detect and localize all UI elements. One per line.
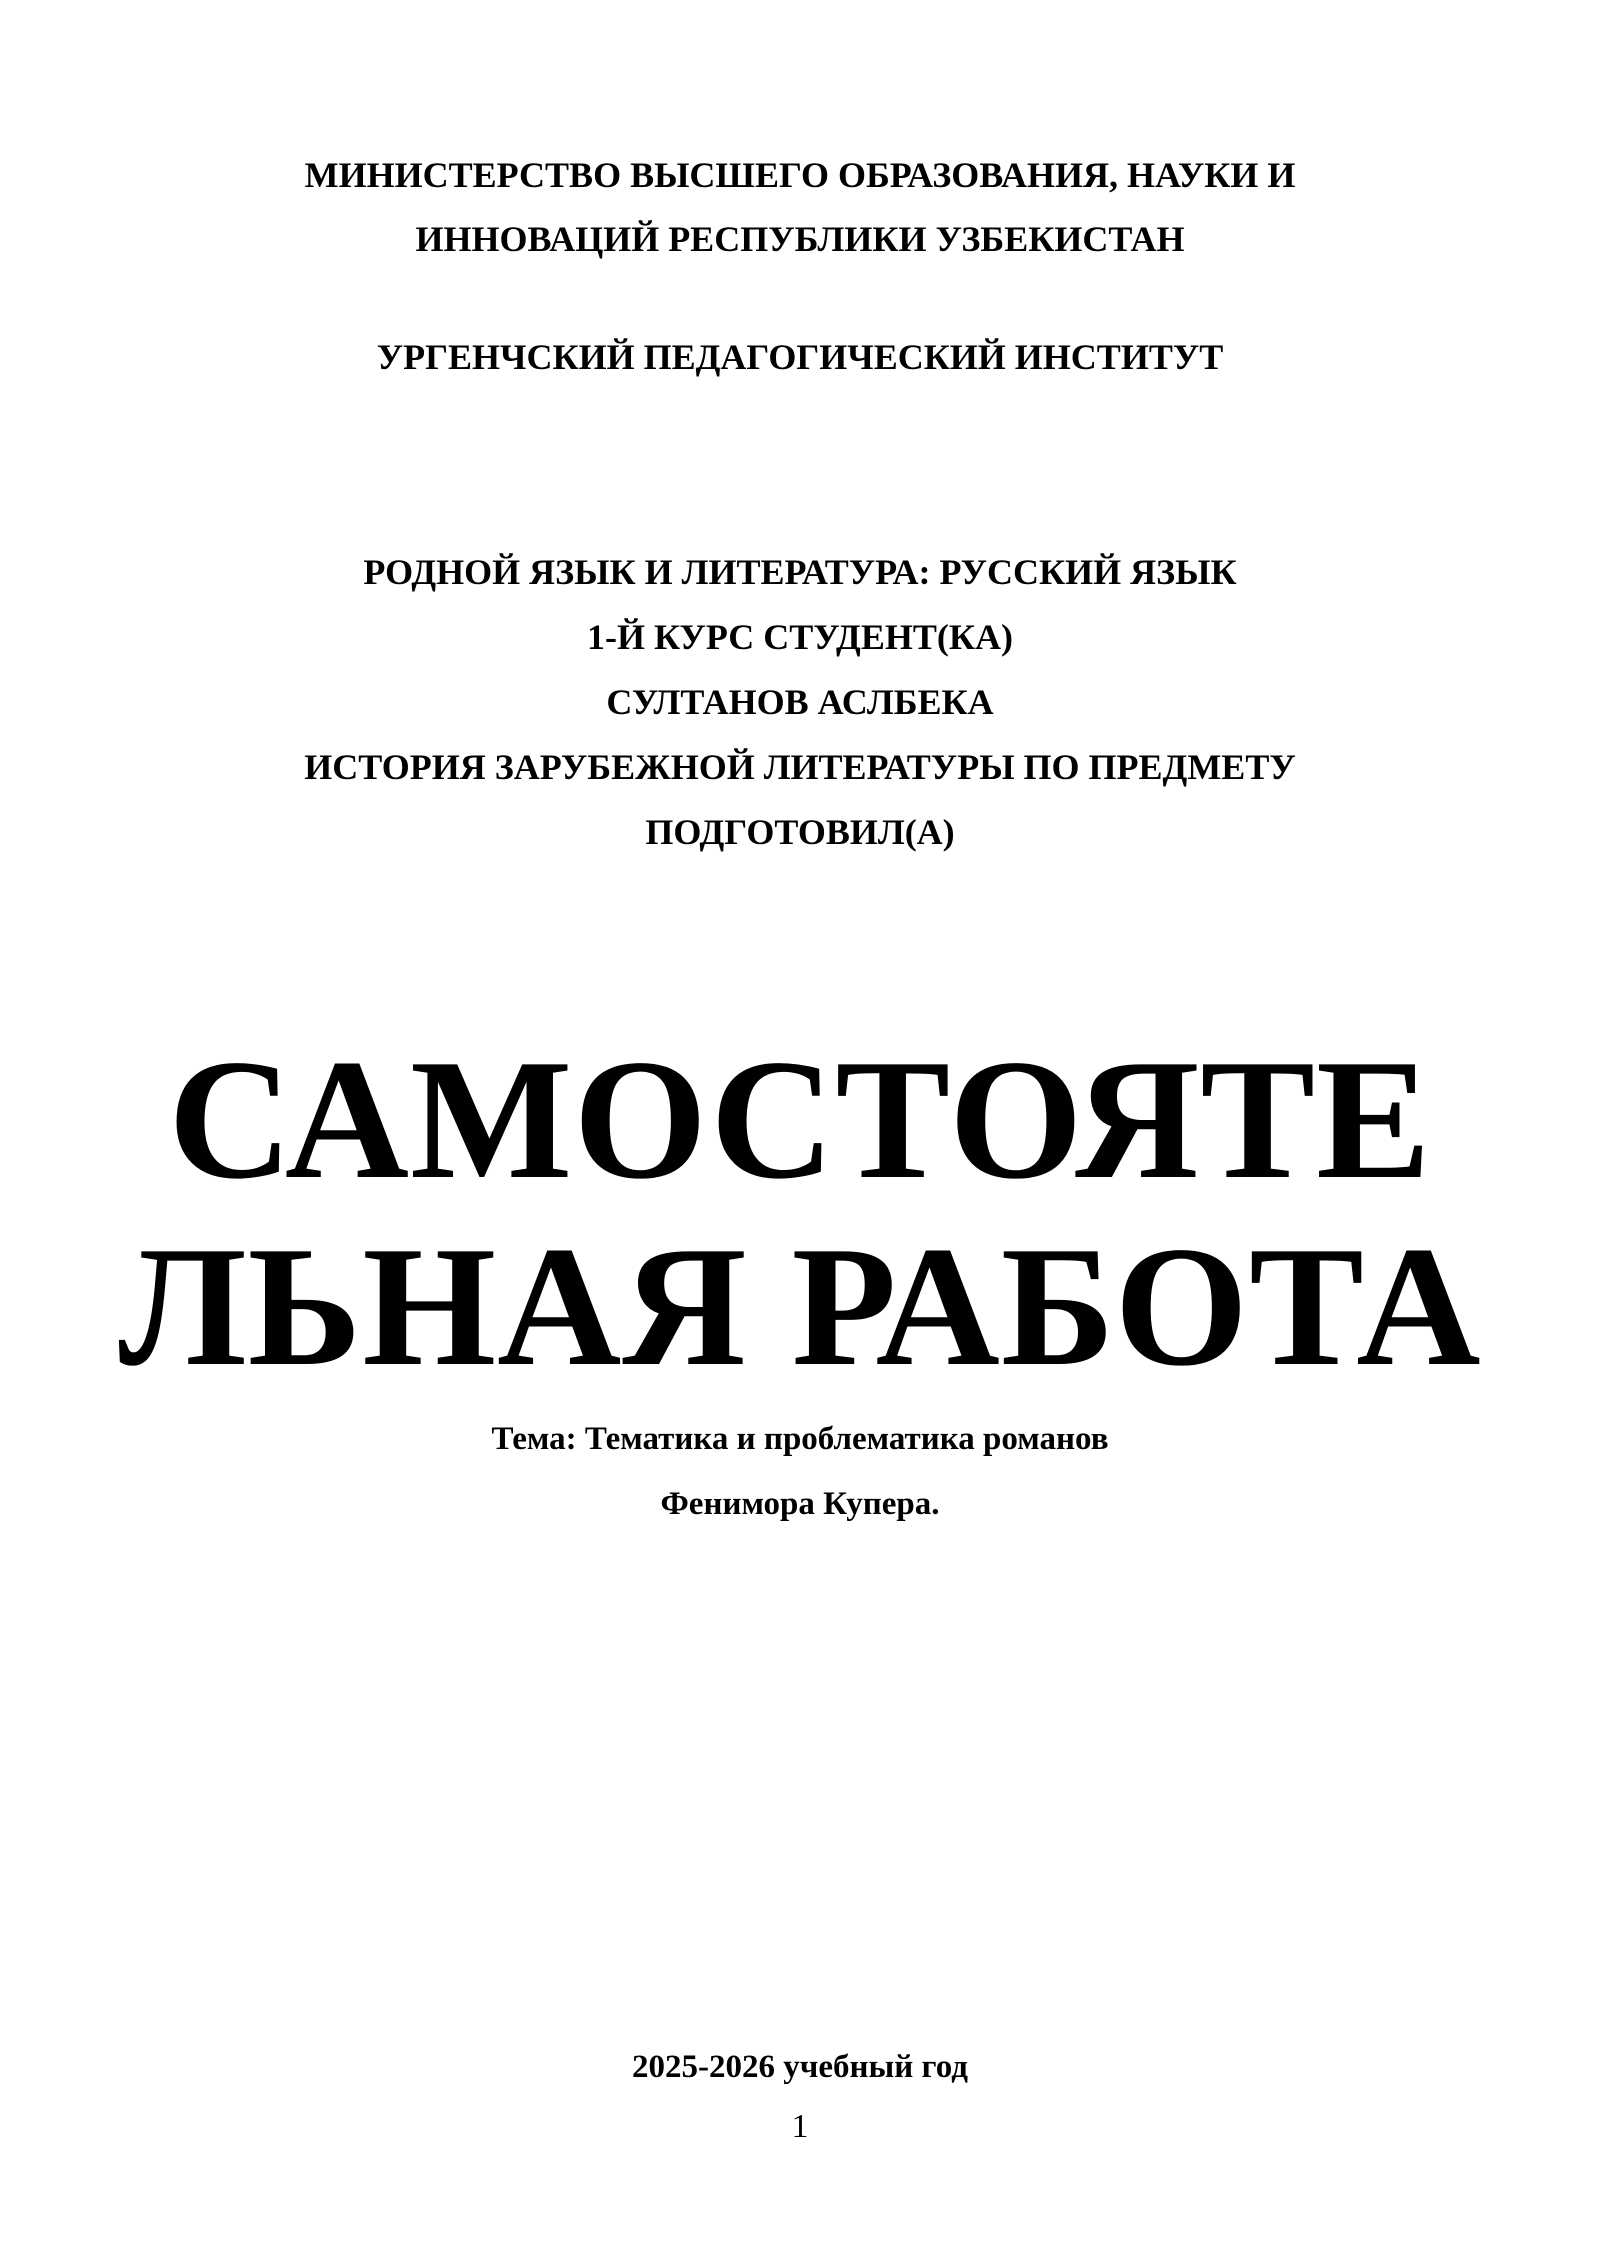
- subject-line: ИСТОРИЯ ЗАРУБЕЖНОЙ ЛИТЕРАТУРЫ ПО ПРЕДМЕТУ: [304, 747, 1296, 787]
- topic-line-2: Фенимора Купера.: [660, 1486, 940, 1522]
- ministry-line-2: ИННОВАЦИЙ РЕСПУБЛИКИ УЗБЕКИСТАН: [415, 219, 1185, 259]
- institute-name: УРГЕНЧСКИЙ ПЕДАГОГИЧЕСКИЙ ИНСТИТУТ: [376, 337, 1224, 377]
- specialty-line: РОДНОЙ ЯЗЫК И ЛИТЕРАТУРА: РУССКИЙ ЯЗЫК: [363, 552, 1237, 592]
- work-title-line-2: ЛЬНАЯ РАБОТА: [118, 1212, 1482, 1402]
- prepared-line: ПОДГОТОВИЛ(А): [645, 812, 955, 852]
- ministry-line-1: МИНИСТЕРСТВО ВЫСШЕГО ОБРАЗОВАНИЯ, НАУКИ И: [304, 155, 1296, 195]
- course-line: 1-Й КУРС СТУДЕНТ(КА): [587, 617, 1013, 657]
- work-title-line-1: САМОСТОЯТЕ: [168, 1025, 1432, 1215]
- student-name: СУЛТАНОВ АСЛБЕКА: [606, 682, 994, 722]
- page-number: 1: [791, 2108, 809, 2145]
- academic-year: 2025-2026 учебный год: [632, 2049, 968, 2085]
- topic-line-1: Тема: Тематика и проблематика романов: [491, 1421, 1109, 1457]
